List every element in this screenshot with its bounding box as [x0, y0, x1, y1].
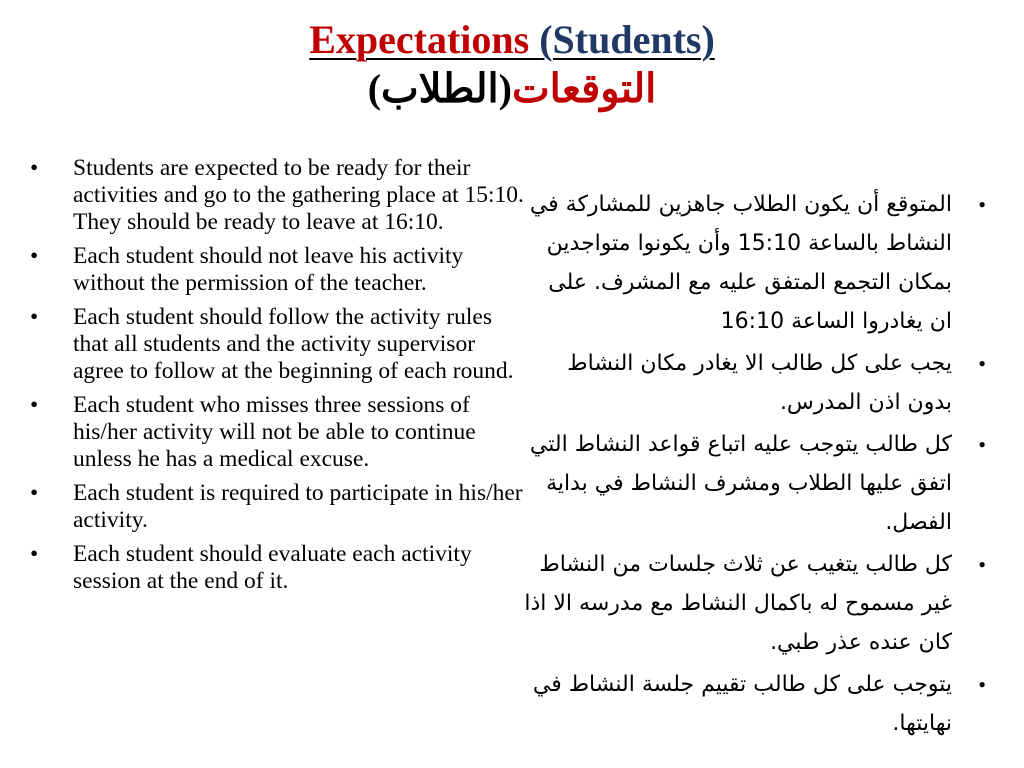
english-list-item	[30, 155, 530, 236]
title-arabic-expectations: التوقعات	[511, 66, 657, 111]
english-list-item	[30, 392, 530, 473]
english-list-item	[30, 243, 530, 297]
bullet-icon: •	[30, 155, 39, 181]
arabic-item-text: كل طالب يتغيب عن ثلاث جلسات من النشاط غير مسموح له باكمال النشاط مع مدرسه الا اذا كان عنده عذر طبي.	[524, 552, 952, 655]
english-item-text: Each student should evaluate each activity session at the end of it.	[73, 541, 472, 594]
english-list-item	[30, 304, 530, 385]
bullet-icon: •	[978, 432, 986, 457]
english-item-text: Each student should not leave his activity without the permission of the teacher.	[73, 243, 464, 296]
bullet-icon: •	[978, 672, 986, 697]
english-list-item	[30, 480, 530, 534]
arabic-item-text: يجب على كل طالب الا يغادر مكان النشاط بدون اذن المدرس.	[567, 351, 952, 415]
arabic-list-item	[520, 344, 992, 422]
bullet-icon: •	[978, 351, 986, 376]
arabic-list-item	[520, 545, 992, 662]
bullet-icon: •	[30, 541, 39, 567]
english-bullet-list	[30, 155, 530, 595]
title-arabic	[0, 64, 1024, 114]
arabic-list-item	[520, 665, 992, 743]
bullet-icon: •	[30, 480, 39, 506]
english-item-text: Students are expected to be ready for their activities and go to the gathering place at 15:10. They should be ready to leave at 16:10.	[73, 155, 524, 235]
arabic-item-text: كل طالب يتوجب عليه اتباع قواعد النشاط التي اتفق عليها الطلاب ومشرف النشاط في بداية الفصل.	[529, 432, 952, 535]
english-item-text: Each student is required to participate in his/her activity.	[73, 480, 523, 533]
arabic-item-text: المتوقع أن يكون الطلاب جاهزين للمشاركة في النشاط بالساعة 15:10 وأن يكونوا متواجدين بمكان التجمع المتفق عليه مع المشرف. على ان يغادروا الساعة 16:10	[529, 192, 952, 334]
bullet-icon: •	[30, 304, 39, 330]
title-english-expectations: Expectations	[309, 17, 540, 62]
bullet-icon: •	[30, 243, 39, 269]
slide-title	[0, 14, 1024, 114]
bullet-icon: •	[978, 552, 986, 577]
arabic-list-item	[520, 425, 992, 542]
title-english	[0, 14, 1024, 66]
bullet-icon: •	[30, 392, 39, 418]
english-item-text: Each student who misses three sessions of his/her activity will not be able to continue unless he has a medical excuse.	[73, 392, 476, 472]
bullet-icon: •	[978, 192, 986, 217]
arabic-bullet-list	[520, 185, 992, 743]
title-arabic-students: (الطلاب)	[367, 66, 512, 111]
english-item-text: Each student should follow the activity rules that all students and the activity supervisor agree to follow at the beginning of each round.	[73, 304, 514, 384]
arabic-column	[520, 185, 992, 746]
arabic-item-text: يتوجب على كل طالب تقييم جلسة النشاط في نهايتها.	[532, 672, 952, 736]
arabic-list-item	[520, 185, 992, 341]
title-english-students: (Students)	[539, 17, 715, 62]
english-column	[30, 155, 530, 602]
english-list-item	[30, 541, 530, 595]
